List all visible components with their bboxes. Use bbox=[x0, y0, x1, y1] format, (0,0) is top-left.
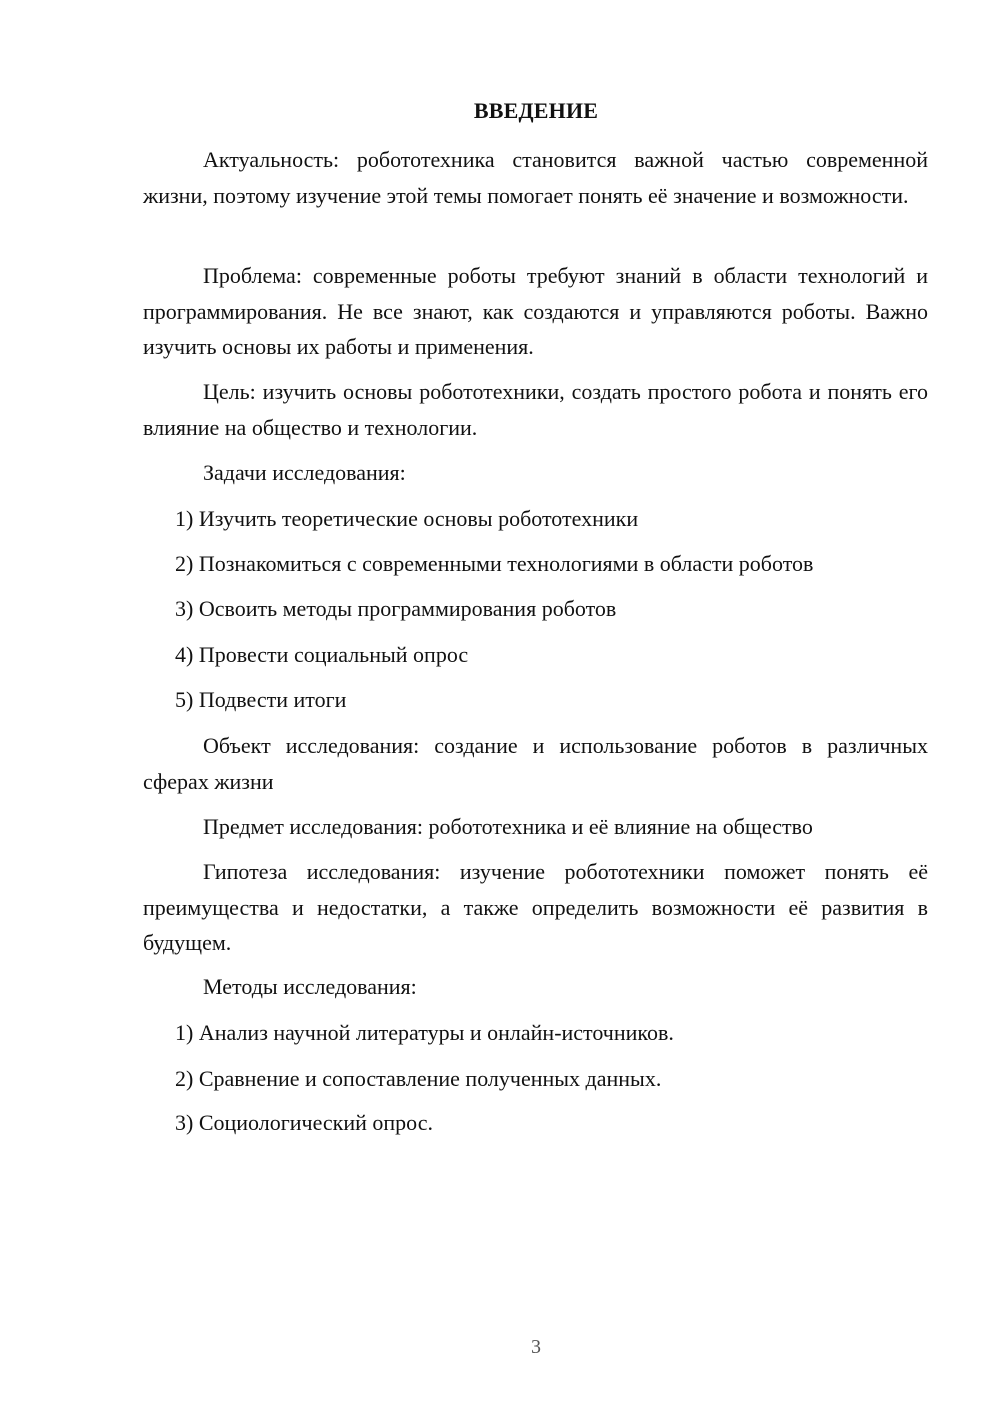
method-item: 2) Сравнение и сопоставление полученных данных. bbox=[175, 1066, 662, 1091]
page-number: 3 bbox=[531, 1336, 541, 1358]
method-item: 1) Анализ научной литературы и онлайн-источников. bbox=[175, 1020, 674, 1045]
task-item: 4) Провести социальный опрос bbox=[175, 642, 469, 667]
task-item: 5) Подвести итоги bbox=[175, 687, 347, 712]
problem-paragraph: Проблема: современные роботы требуют знаний в области технологий и программирования. Не все знают, как создаются и управляются роботы. Важно изучить основы их работы и применения. bbox=[143, 263, 928, 359]
task-item: 3) Освоить методы программирования роботов bbox=[175, 596, 617, 621]
subject-paragraph: Предмет исследования: робототехника и её влияние на общество bbox=[203, 814, 813, 839]
object-paragraph: Объект исследования: создание и использование роботов в различных сферах жизни bbox=[143, 733, 928, 794]
methods-heading: Методы исследования: bbox=[203, 974, 417, 999]
task-item: 1) Изучить теоретические основы робототехники bbox=[175, 506, 639, 531]
method-item: 3) Социологический опрос. bbox=[175, 1110, 433, 1135]
tasks-heading: Задачи исследования: bbox=[203, 460, 406, 485]
hypothesis-paragraph: Гипотеза исследования: изучение робототехники поможет понять её преимущества и недостатки, а также определить возможности её развития в будущем. bbox=[143, 859, 928, 955]
relevance-paragraph: Актуальность: робототехника становится важной частью современной жизни, поэтому изучение этой темы помогает понять её значение и возможности. bbox=[143, 147, 928, 208]
section-title: ВВЕДЕНИЕ bbox=[473, 98, 599, 123]
goal-paragraph: Цель: изучить основы робототехники, создать простого робота и понять его влияние на общество и технологии. bbox=[143, 379, 928, 440]
task-item: 2) Познакомиться с современными технологиями в области роботов bbox=[175, 551, 814, 576]
